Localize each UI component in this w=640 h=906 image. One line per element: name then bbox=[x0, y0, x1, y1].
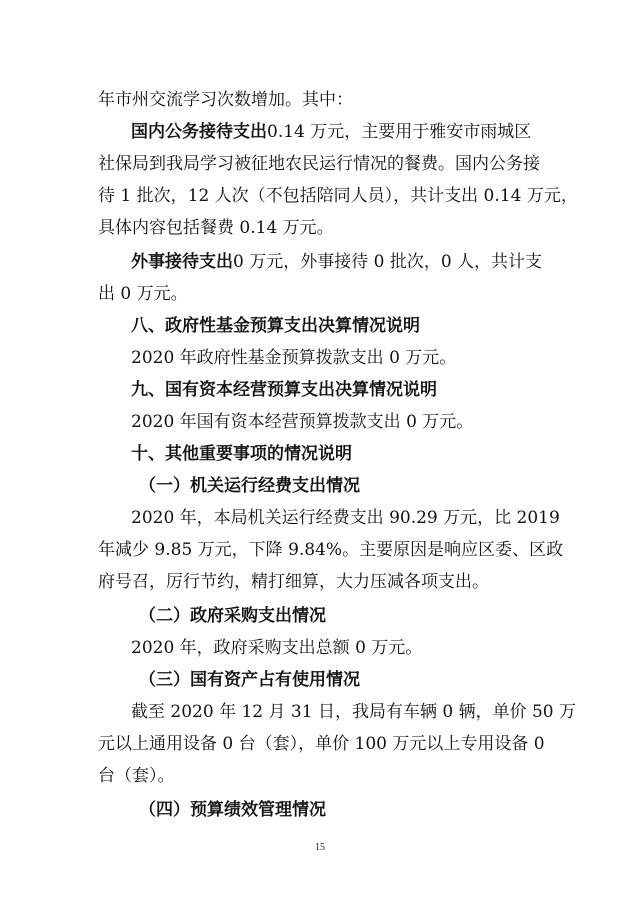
body-text-line bbox=[131, 120, 531, 144]
body-text-line: 2020 年国有资本经营预算拨款支出 0 万元。 bbox=[131, 412, 474, 432]
section-heading: 十、其他重要事项的情况说明 bbox=[131, 444, 352, 464]
subsection-heading: （一）机关运行经费支出情况 bbox=[139, 476, 360, 496]
subsection-heading: （二）政府采购支出情况 bbox=[139, 606, 326, 626]
inline-bold-term: 外事接待支出 bbox=[131, 252, 233, 272]
body-text-line: 2020 年政府性基金预算拨款支出 0 万元。 bbox=[131, 348, 457, 368]
inline-text: 0.14 万元，主要用于雅安市雨城区 bbox=[267, 122, 532, 142]
page-number: 15 bbox=[315, 842, 325, 853]
body-text-line: 元以上通用设备 0 台（套），单价 100 万元以上专用设备 0 bbox=[98, 734, 545, 754]
body-text-line: 社保局到我局学习被征地农民运行情况的餐费。国内公务接 bbox=[98, 154, 540, 174]
subsection-heading: （三）国有资产占有使用情况 bbox=[139, 670, 360, 690]
section-heading: 八、政府性基金预算支出决算情况说明 bbox=[131, 316, 420, 336]
body-text-line: 年市州交流学习次数增加。其中： bbox=[98, 90, 353, 110]
subsection-heading: （四）预算绩效管理情况 bbox=[139, 800, 326, 820]
body-text-line: 2020 年，本局机关运行经费支出 90.29 万元，比 2019 bbox=[131, 508, 560, 528]
body-text-line: 年减少 9.85 万元，下降 9.84%。主要原因是响应区委、区政 bbox=[98, 540, 564, 560]
body-text-line: 2020 年，政府采购支出总额 0 万元。 bbox=[131, 638, 423, 658]
body-text-line bbox=[131, 250, 542, 274]
body-text-line: 待 1 批次，12 人次（不包括陪同人员），共计支出 0.14 万元， bbox=[98, 186, 578, 206]
body-text-line: 截至 2020 年 12 月 31 日，我局有车辆 0 辆，单价 50 万 bbox=[131, 702, 577, 722]
inline-bold-term: 国内公务接待支出 bbox=[131, 122, 267, 142]
body-text-line: 出 0 万元。 bbox=[98, 284, 188, 304]
section-heading: 九、国有资本经营预算支出决算情况说明 bbox=[131, 380, 437, 400]
body-text-line: 台（套）。 bbox=[98, 766, 175, 786]
body-text-line: 具体内容包括餐费 0.14 万元。 bbox=[98, 218, 334, 238]
body-text-line: 府号召，厉行节约，精打细算，大力压减各项支出。 bbox=[98, 572, 489, 592]
inline-text: 0 万元，外事接待 0 批次，0 人，共计支 bbox=[233, 252, 543, 272]
